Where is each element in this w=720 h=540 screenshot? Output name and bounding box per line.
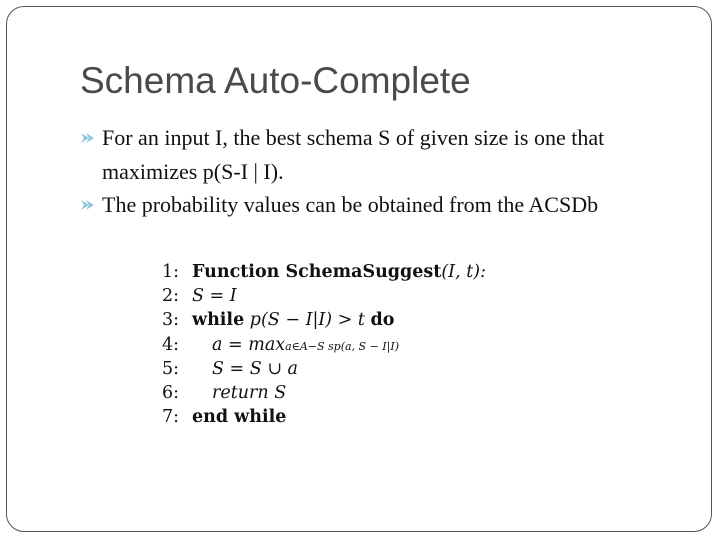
algorithm-math: a = max [212, 334, 286, 355]
algorithm-line [162, 333, 486, 357]
algorithm-line [162, 381, 486, 405]
algorithm-keyword: end while [192, 407, 287, 428]
algorithm-line [162, 284, 486, 308]
arrow-bullet-icon [80, 130, 96, 146]
algorithm-keyword: while [192, 310, 245, 331]
algorithm-line [162, 260, 486, 284]
slide-title: Schema Auto-Complete [80, 60, 471, 101]
bullet-text: The probability values can be obtained from the ACSDb [102, 192, 599, 217]
bullet-item [80, 121, 660, 189]
algorithm-keyword: do [370, 310, 395, 331]
algorithm-keyword: Function SchemaSuggest [192, 262, 442, 282]
line-number: 4: [162, 334, 180, 355]
algorithm-math: return S [212, 382, 287, 403]
line-number: 3: [162, 310, 180, 331]
algorithm-math-sub: a∈A−S sp(a, S − I|I) [285, 339, 399, 353]
algorithm-line [162, 308, 486, 332]
algorithm-math: p(S − I|I) > t [244, 310, 371, 331]
line-number: 7: [162, 407, 180, 428]
line-number: 2: [162, 286, 180, 307]
line-number: 6: [162, 382, 180, 403]
algorithm-math: (I, t): [441, 262, 486, 282]
bullet-item [80, 188, 660, 222]
algorithm-math: S = I [192, 286, 237, 307]
bullet-text: For an input I, the best schema S of given size is one that maximizes p(S-I | I). [102, 125, 605, 184]
algorithm-block [162, 260, 486, 429]
line-number: 5: [162, 358, 180, 379]
algorithm-line [162, 357, 486, 381]
line-number: 1: [162, 262, 180, 282]
algorithm-line [162, 405, 486, 429]
algorithm-math: S = S ∪ a [212, 358, 298, 379]
arrow-bullet-icon [80, 197, 96, 213]
